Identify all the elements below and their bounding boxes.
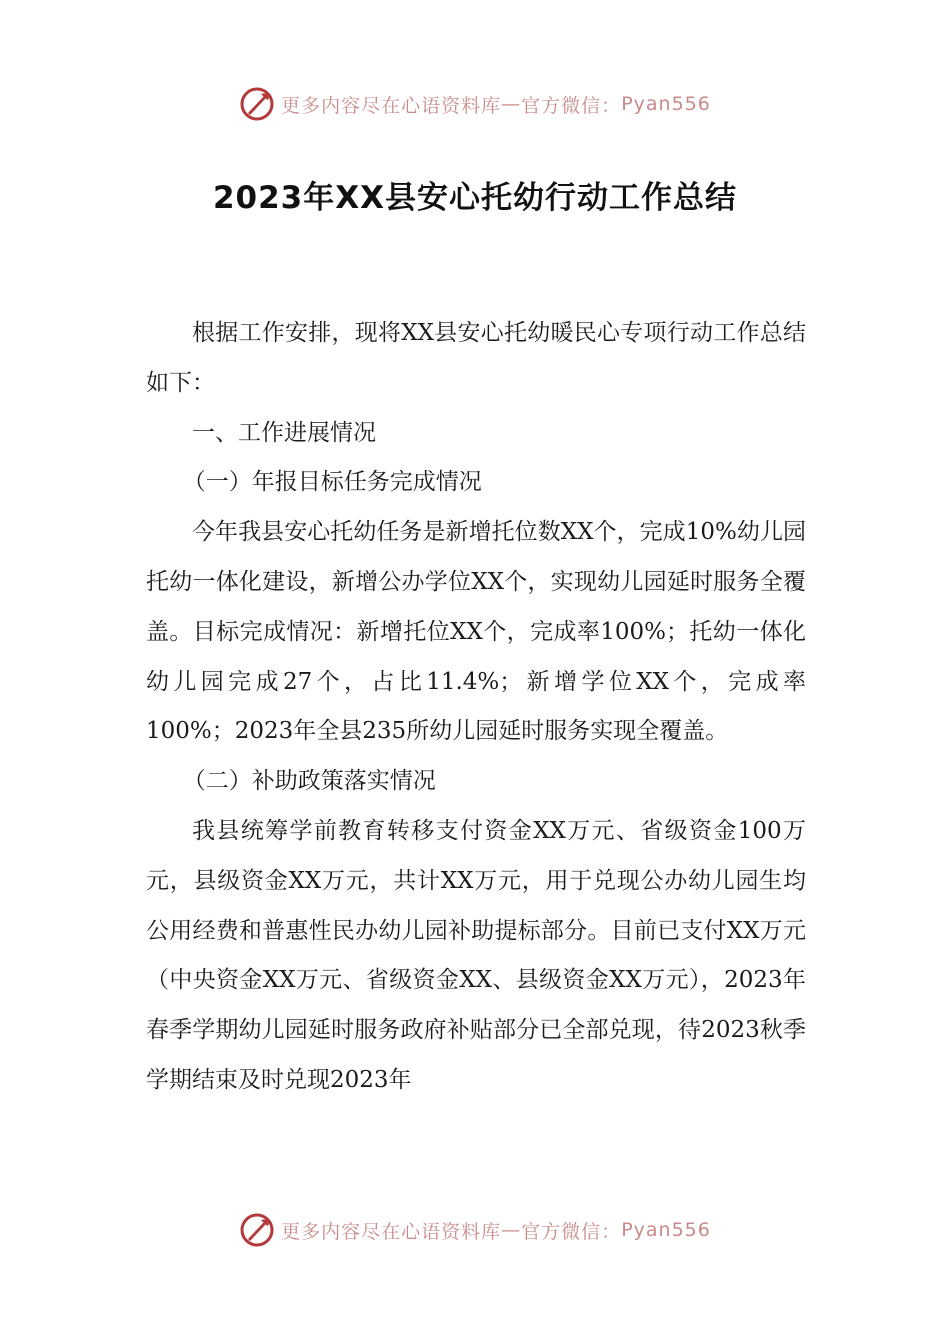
watermark-wechat-label: 官方微信： xyxy=(521,94,622,117)
watermark-wechat-label: 官方微信： xyxy=(521,1220,622,1243)
quill-logo-icon xyxy=(239,1212,275,1248)
watermark-dash: — xyxy=(501,93,522,115)
heading-section-1: 一、工作进展情况 xyxy=(192,419,376,446)
watermark-wechat-id: Pyan556 xyxy=(621,93,711,115)
document-body xyxy=(146,309,806,1106)
watermark-text: 更多内容尽在心语资料库 xyxy=(281,94,502,117)
watermark-dash: — xyxy=(501,1219,522,1241)
paragraph-intro: 根据工作安排，现将XX县安心托幼暖民心专项行动工作总结如下： xyxy=(146,320,806,396)
heading-subsection-2: （二）补助政策落实情况 xyxy=(182,768,436,795)
watermark-wechat-id: Pyan556 xyxy=(621,1219,711,1241)
heading-subsection-1: （一）年报目标任务完成情况 xyxy=(182,469,482,496)
watermark-footer xyxy=(0,1210,950,1250)
quill-logo-icon xyxy=(239,86,275,122)
watermark-header xyxy=(0,84,950,124)
watermark-text: 更多内容尽在心语资料库 xyxy=(281,1220,502,1243)
document-title: 2023年XX县安心托幼行动工作总结 xyxy=(212,180,738,216)
paragraph-targets: 今年我县安心托幼任务是新增托位数XX个，完成10%幼儿园托幼一体化建设，新增公办学位XX个，实现幼儿园延时服务全覆盖。目标完成情况：新增托位XX个，完成率100%；托幼一体化幼儿园完成27个，占比11.4%；新增学位XX个，完成率100%；2023年全县235所幼儿园延时服务实现全覆盖。 xyxy=(146,519,806,745)
paragraph-subsidy: 我县统筹学前教育转移支付资金XX万元、省级资金100万元，县级资金XX万元，共计XX万元，用于兑现公办幼儿园生均公用经费和普惠性民办幼儿园补助提标部分。目前已支付XX万元（中央资金XX万元、省级资金XX、县级资金XX万元），2023年春季学期幼儿园延时服务政府补贴部分已全部兑现，待2023秋季学期结束及时兑现2023年 xyxy=(146,817,806,1093)
